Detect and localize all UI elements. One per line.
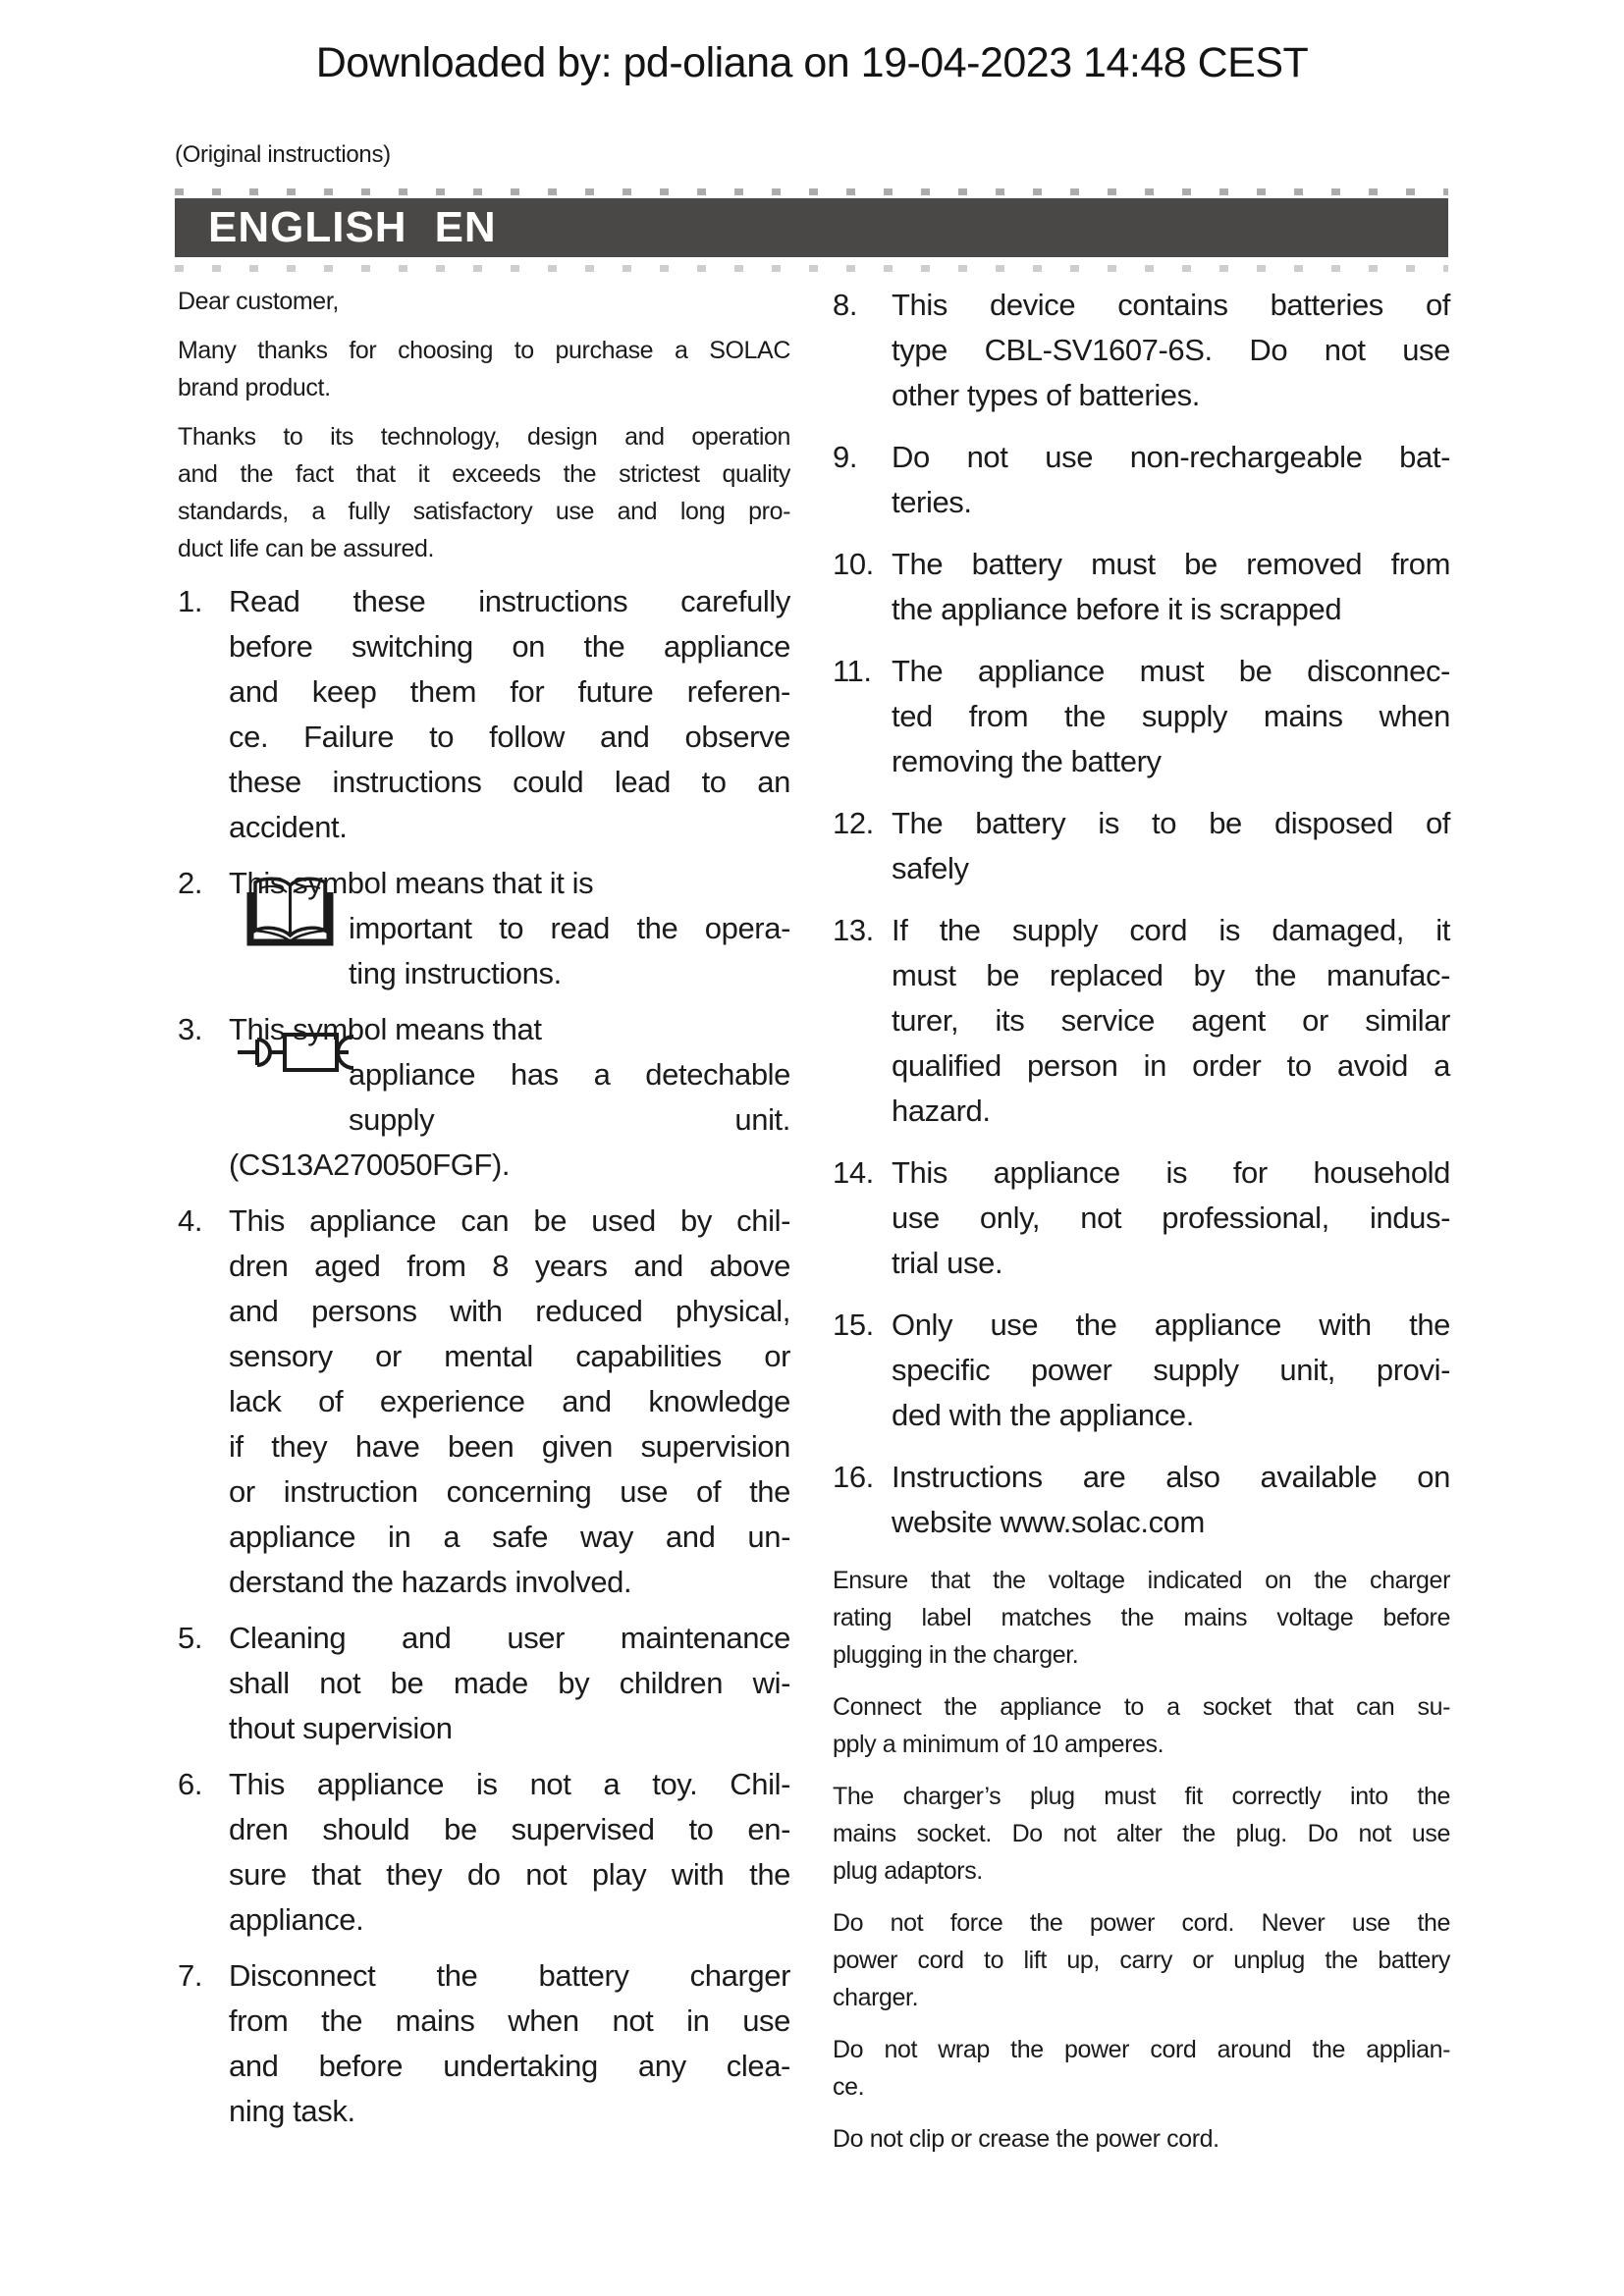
text-line: shall not be made by children wi- [229,1666,790,1700]
text-line: trial use. [892,1246,1003,1280]
text-line: Connect the appliance to a socket that can su- [833,1693,1450,1721]
paragraph [833,1778,1450,1890]
list-item [833,542,1450,632]
text-line: hazard. [892,1094,991,1128]
item-number: 9. [833,440,858,474]
text-line: dren aged from 8 years and above [229,1249,790,1283]
text-line: appliance in a safe way and un- [229,1520,790,1554]
banner-language-label: ENGLISH [208,203,407,251]
item-number: 5. [178,1621,203,1655]
list-item [178,1199,790,1605]
paragraph [178,283,790,320]
text-line: and before undertaking any clea- [229,2049,790,2083]
text-line: sensory or mental capabilities or [229,1339,790,1373]
text-line: sure that they do not play with the [229,1857,790,1892]
text-line: safely [892,851,969,885]
text-line: if they have been given supervision [229,1429,790,1464]
list-item [178,861,790,996]
text-line: Cleaning and user maintenance [229,1621,790,1655]
text-line: plugging in the charger. [833,1641,1079,1669]
text-line: Dear customer, [178,288,339,315]
text-line: Do not use non-rechargeable bat- [892,440,1450,474]
text-line: thout supervision [229,1711,453,1745]
text-line: lack of experience and knowledge [229,1384,790,1418]
text-line: If the supply cord is damaged, it [892,913,1450,947]
text-line: The battery must be removed from [892,547,1450,581]
text-line: Ensure that the voltage indicated on the charger [833,1567,1450,1594]
list-item [178,1953,790,2134]
text-line: ting instructions. [349,956,562,990]
text-line: and persons with reduced physical, [229,1294,790,1328]
item-text [229,579,790,850]
item-number: 11. [833,654,872,688]
text-line: rating label matches the mains voltage before [833,1604,1450,1631]
text-line: supply unit. [349,1102,790,1137]
text-line: Do not wrap the power cord around the applian- [833,2036,1450,2063]
list-item [833,801,1450,891]
text-line: ce. [833,2073,865,2101]
text-line: The charger’s plug must fit correctly into the [833,1783,1450,1810]
item-number: 8. [833,288,858,322]
banner-language-code: EN [434,203,497,251]
list-item [833,649,1450,784]
text-line: This symbol means that [229,1012,542,1046]
item-text [229,1762,790,1943]
numbered-list-left [178,579,790,2134]
item-text [892,542,1450,632]
list-item [833,1303,1450,1438]
text-line: Instructions are also available on [892,1460,1450,1494]
item-text [892,1303,1450,1438]
text-line: dren should be supervised to en- [229,1812,790,1846]
item-text [229,1199,790,1605]
paragraph [178,418,790,567]
text-line: important to read the opera- [349,911,790,945]
list-item [833,435,1450,525]
item-text [892,649,1450,784]
item-number: 6. [178,1767,203,1801]
list-item [833,1150,1450,1286]
text-line: type CBL-SV1607-6S. Do not use [892,333,1450,367]
text-line: qualified person in order to avoid a [892,1048,1450,1083]
list-item [178,579,790,850]
text-line: duct life can be assured. [178,535,434,562]
text-line: (CS13A270050FGF). [229,1148,511,1182]
text-line: teries. [892,485,972,519]
text-line: standards, a fully satisfactory use and long pro- [178,498,790,525]
text-line: specific power supply unit, provi- [892,1353,1450,1387]
item-number: 14. [833,1155,874,1190]
text-line: derstand the hazards involved. [229,1565,632,1599]
item-text [229,861,790,996]
text-line: use only, not professional, indus- [892,1201,1450,1235]
text-line: Thanks to its technology, design and operation [178,423,790,451]
text-line: Disconnect the battery charger [229,1958,790,1993]
text-line: or instruction concerning use of the [229,1474,790,1509]
scan-artifact-bottom [175,265,1448,272]
language-banner [175,198,1448,257]
paragraph [833,2031,1450,2106]
text-line: This symbol means that it is [229,866,594,900]
text-line: charger. [833,1984,919,2011]
item-text [229,1953,790,2134]
text-line: This device contains batteries of [892,288,1450,322]
text-line: before switching on the appliance [229,629,790,664]
text-line: turer, its service agent or similar [892,1003,1450,1038]
text-line: This appliance is not a toy. Chil- [229,1767,790,1801]
text-line: ded with the appliance. [892,1398,1194,1432]
text-line: appliance. [229,1902,364,1937]
paragraph [833,1688,1450,1763]
list-item [178,1762,790,1943]
list-item [178,1007,790,1188]
detachable-supply-icon [237,1029,364,1089]
text-line: The battery is to be disposed of [892,806,1450,840]
text-line: Read these instructions carefully [229,584,790,618]
item-number: 1. [178,584,203,618]
text-line: these instructions could lead to an [229,765,790,799]
list-item [178,1616,790,1751]
item-number: 10. [833,547,874,581]
item-number: 7. [178,1958,203,1993]
open-book-icon [244,873,337,962]
text-line: mains socket. Do not alter the plug. Do not use [833,1820,1450,1847]
list-item [833,283,1450,418]
item-text [229,1616,790,1751]
download-watermark: Downloaded by: pd-oliana on 19-04-2023 14:48 CEST [315,39,1309,86]
text-line: removing the battery [892,744,1162,778]
item-number: 2. [178,866,203,900]
intro-paragraphs [178,283,790,567]
safety-paragraphs [833,1562,1450,2158]
text-line: This appliance is for household [892,1155,1450,1190]
text-line: plug adaptors. [833,1857,983,1885]
text-line: ning task. [229,2094,355,2128]
item-text [892,801,1450,891]
item-number: 4. [178,1203,203,1238]
text-line: ce. Failure to follow and observe [229,720,790,754]
item-number: 16. [833,1460,874,1494]
text-line: ted from the supply mains when [892,699,1450,733]
right-column [833,283,1450,2172]
item-text [892,1150,1450,1286]
numbered-list-right [833,283,1450,1545]
text-line: This appliance can be used by chil- [229,1203,790,1238]
text-line: from the mains when not in use [229,2003,790,2038]
item-text [892,1455,1450,1545]
item-number: 15. [833,1308,874,1342]
text-line: website www.solac.com [892,1505,1205,1539]
list-item [833,908,1450,1134]
paragraph [833,2120,1450,2158]
item-text [229,1007,790,1188]
text-line: brand product. [178,374,331,401]
text-line: accident. [229,810,348,844]
paragraph [178,332,790,406]
left-column [178,283,790,2145]
paragraph [833,1562,1450,1674]
text-line: Many thanks for choosing to purchase a SOLAC [178,337,790,364]
text-line: the appliance before it is scrapped [892,592,1342,626]
text-line: power cord to lift up, carry or unplug the battery [833,1947,1450,1974]
text-line: and the fact that it exceeds the strictest quality [178,460,790,488]
text-line: Only use the appliance with the [892,1308,1450,1342]
text-line: appliance has a detechable [349,1057,790,1092]
item-number: 12. [833,806,874,840]
text-line: Do not clip or crease the power cord. [833,2125,1219,2153]
text-line: Do not force the power cord. Never use the [833,1909,1450,1937]
list-item [833,1455,1450,1545]
item-number: 3. [178,1012,203,1046]
text-line: other types of batteries. [892,378,1200,412]
original-instructions-note: (Original instructions) [175,141,391,168]
item-text [892,283,1450,418]
scan-artifact-top [175,188,1448,195]
paragraph [833,1904,1450,2016]
item-text [892,908,1450,1134]
item-number: 13. [833,913,874,947]
item-text [892,435,1450,525]
text-line: pply a minimum of 10 amperes. [833,1731,1164,1758]
text-line: The appliance must be disconnec- [892,654,1450,688]
text-line: must be replaced by the manufac- [892,958,1450,992]
text-line: and keep them for future referen- [229,674,790,709]
